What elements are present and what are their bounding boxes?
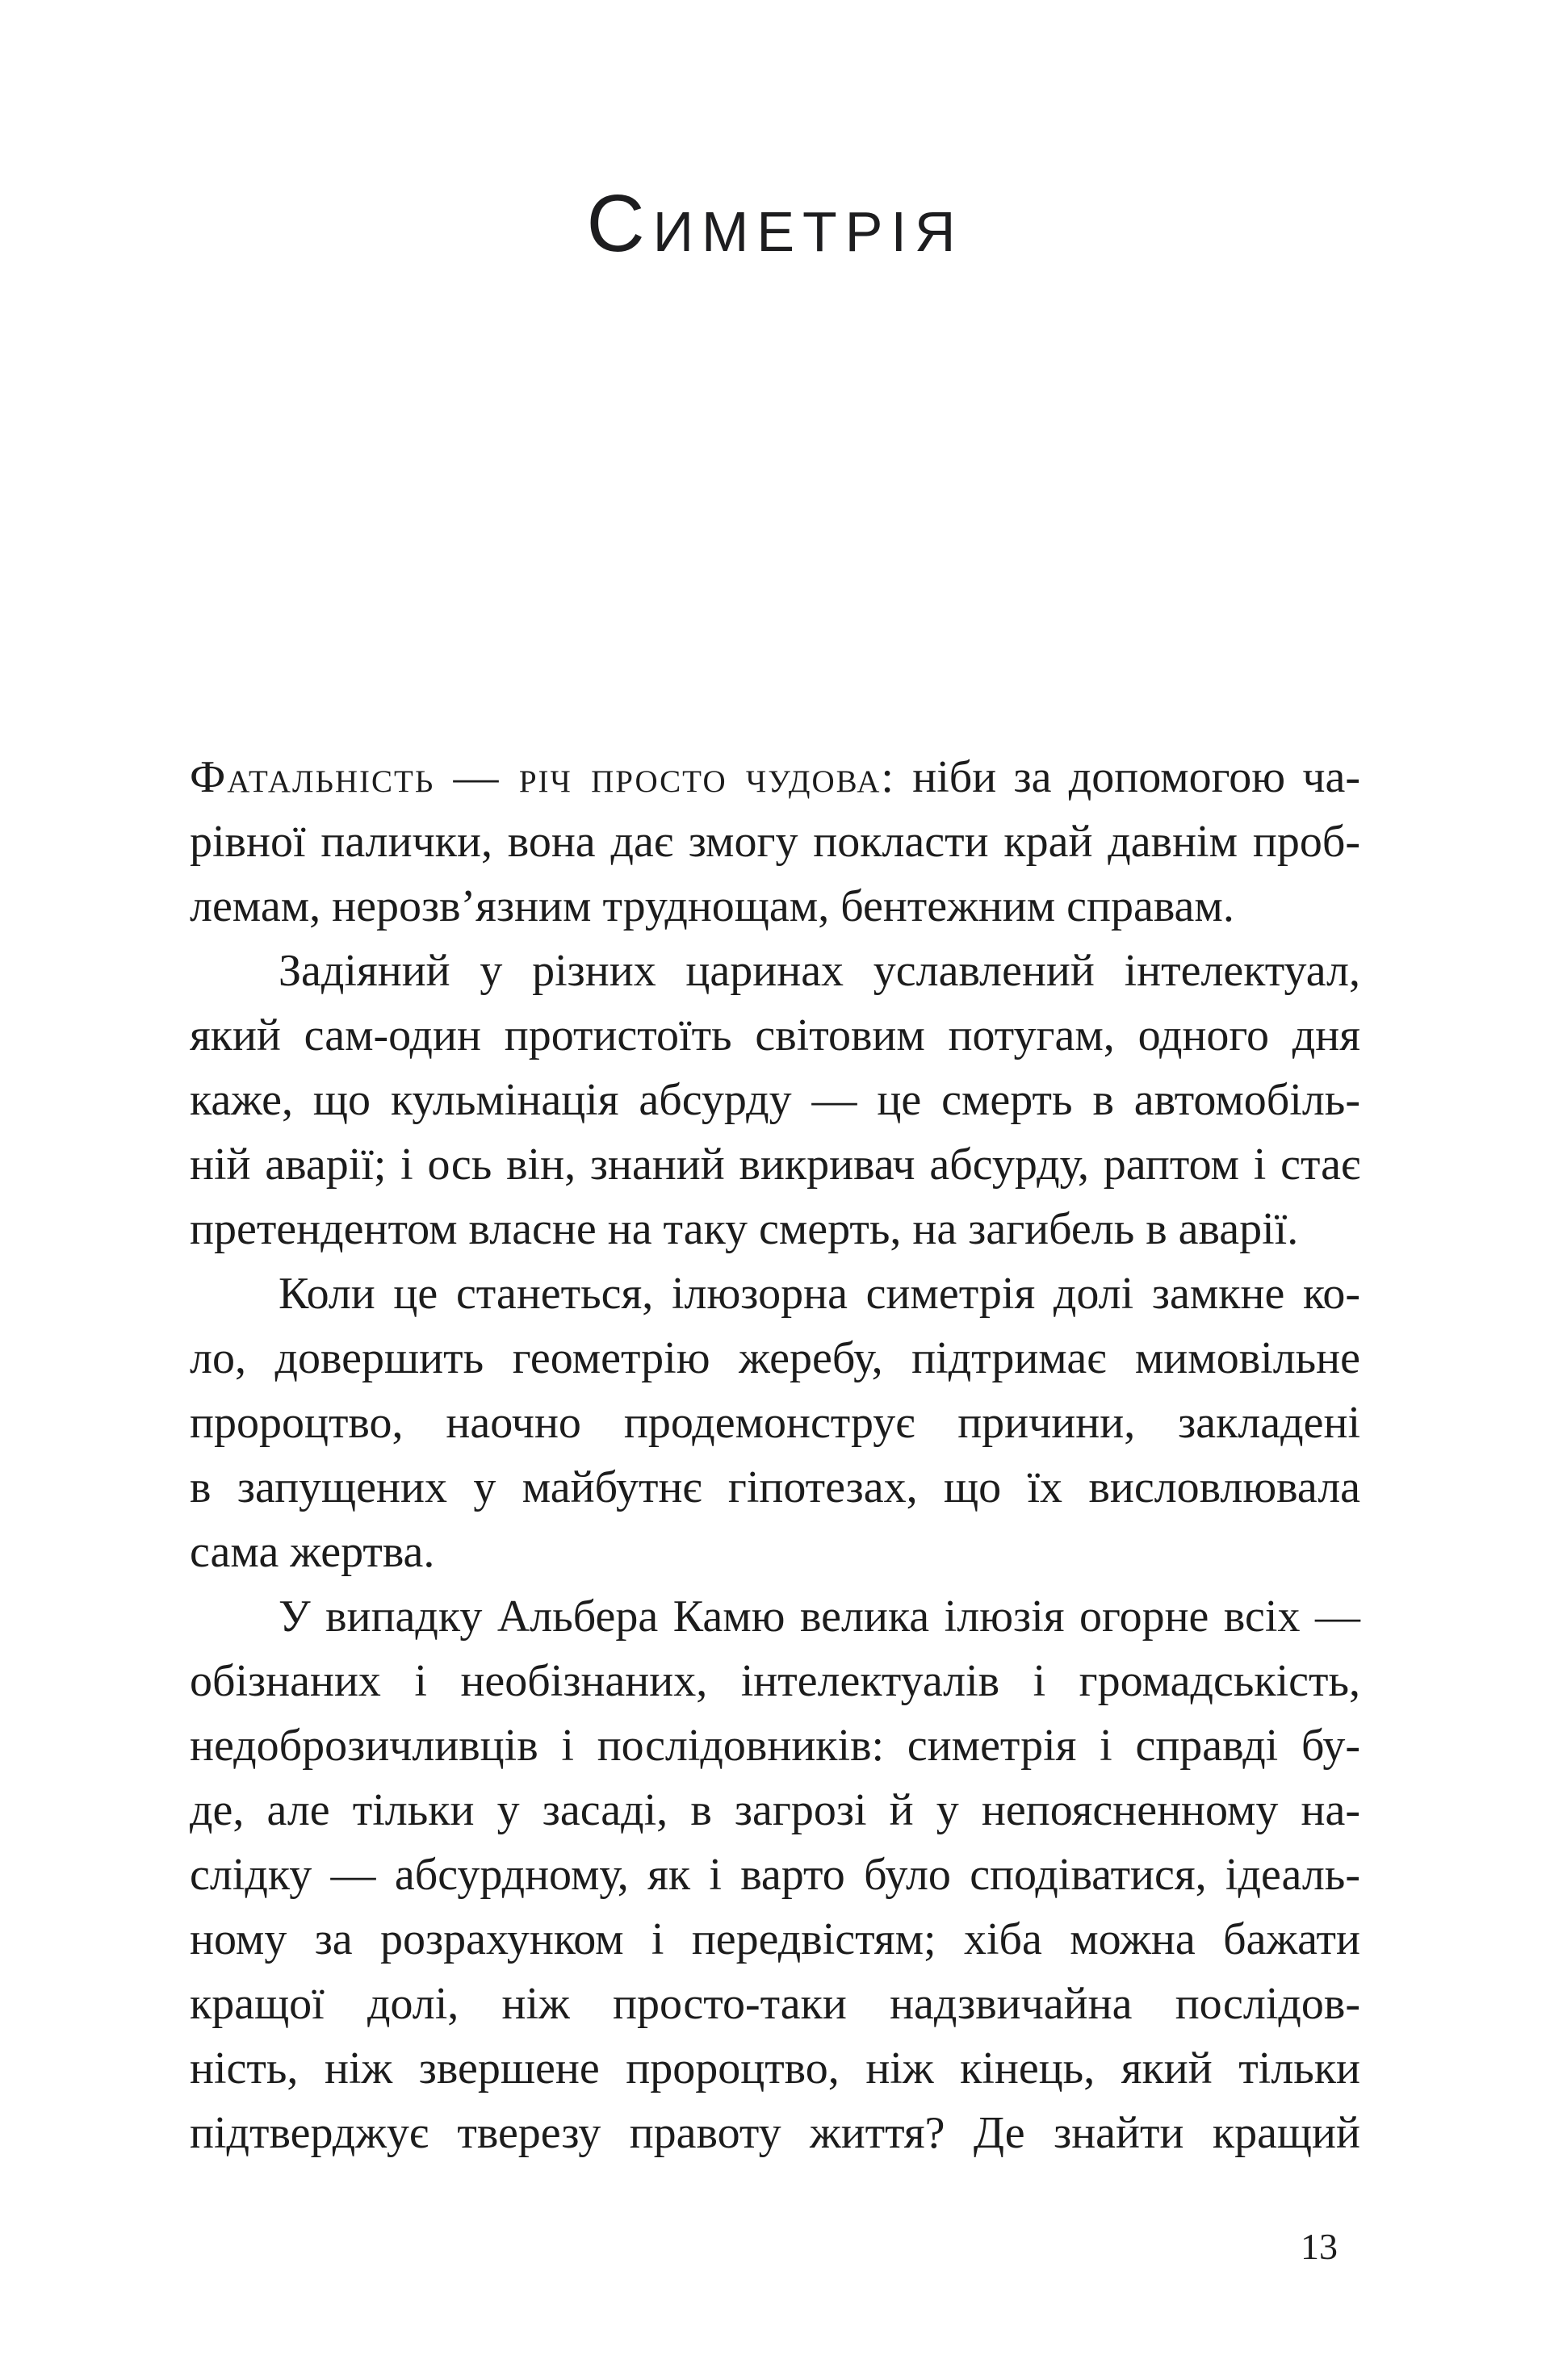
text-line: лемам, нерозв’язним труднощам, бентежним справам. [190,881,1234,931]
text-line: слідку — абсурдному, як і варто було сподіватися, ідеаль- [190,1850,1360,1900]
text-line: в запущених у майбутнє гіпотезах, що їх висловлювала [190,1462,1360,1512]
text-line: претендентом власне на таку смерть, на загибель в аварії. [190,1204,1299,1254]
chapter-title: Симетрія [586,178,964,269]
text-line: ло, довершить геометрію жеребу, підтримає мимовільне [190,1333,1360,1383]
text-line: рівної палички, вона дає змогу покласти край давнім проб- [190,817,1360,867]
text-line: який сам-один протистоїть світовим потугам, одного дня [190,1010,1360,1060]
page-number: 13 [1301,2226,1338,2267]
text-line: Коли це станеться, ілюзорна симетрія долі замкне ко- [279,1269,1360,1319]
text-line: сама жертва. [190,1527,435,1577]
text-line: каже, що кульмінація абсурду — це смерть в автомобіль- [190,1075,1360,1125]
text-line: ність, ніж звершене пророцтво, ніж кінець, який тільки [190,2043,1360,2093]
text-line: ній аварії; і ось він, знаний викривач абсурду, раптом і стає [190,1140,1360,1190]
text-line: пророцтво, наочно продемонструє причини, закладені [190,1398,1360,1448]
text-line: обізнаних і необізнаних, інтелектуалів і громадськість, [190,1656,1360,1706]
text-line: підтверджує тверезу правоту життя? Де знайти кращий [190,2108,1360,2158]
text-line: ному за розрахунком і передвістям; хіба можна бажати [190,1914,1360,1964]
body-text [190,745,1360,2165]
text-line: де, але тільки у засаді, в загрозі й у непоясненному на- [190,1785,1360,1835]
text-line: Фатальність — річ просто чудова: ніби за допомогою ча- [190,752,1361,802]
text-line: недоброзичливців і послідовників: симетрія і справді бу- [190,1721,1360,1771]
text-line: кращої долі, ніж просто-таки надзвичайна послідов- [190,1979,1360,2029]
text-line: У випадку Альбера Камю велика ілюзія огорне всіх — [279,1592,1360,1642]
smallcaps-lead: Фатальність — річ просто чудова: [190,752,895,802]
text-line: Задіяний у різних царинах уславлений інтелектуал, [279,946,1360,996]
